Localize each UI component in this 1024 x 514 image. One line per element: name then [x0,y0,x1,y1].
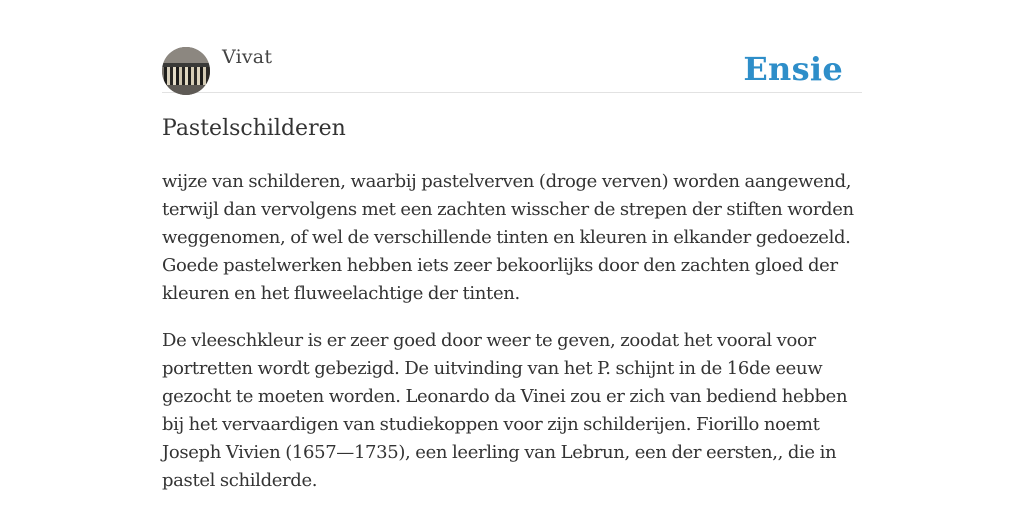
brand-logo[interactable]: Ensie [743,50,843,88]
source-name[interactable]: Vivat [222,46,273,68]
article-page [162,0,862,491]
page-title: Pastelschilderen [162,116,346,141]
books-icon[interactable] [162,47,210,95]
paragraph: De vleeschkleur is er zeer goed door weer te geven, zoodat het vooral voor portretten wordt gebezigd. De uitvinding van het P. schijnt in de 16de eeuw gezocht te moeten worden. Leonardo da Vinei zou er zich van bediend hebben bij het vervaardigen van studiekoppen voor zijn schilderijen. Fiorillo noemt Joseph Vivien (1657—1735), een leerling van Lebrun, een der eersten,, die in pastel schilderde. [162,330,848,491]
article-body [162,168,864,514]
paragraph: wijze van schilderen, waarbij pastelverven (droge verven) worden aangewend, terwijl dan vervolgens met een zachten wisscher de strepen der stiften worden weggenomen, of wel de verschillende tinten en kleuren in elkander gedoezeld. Goede pastelwerken hebben iets zeer bekoorlijks door den zachten gloed der kleuren en het fluweelachtige der tinten. [162,171,854,304]
header [162,0,862,93]
